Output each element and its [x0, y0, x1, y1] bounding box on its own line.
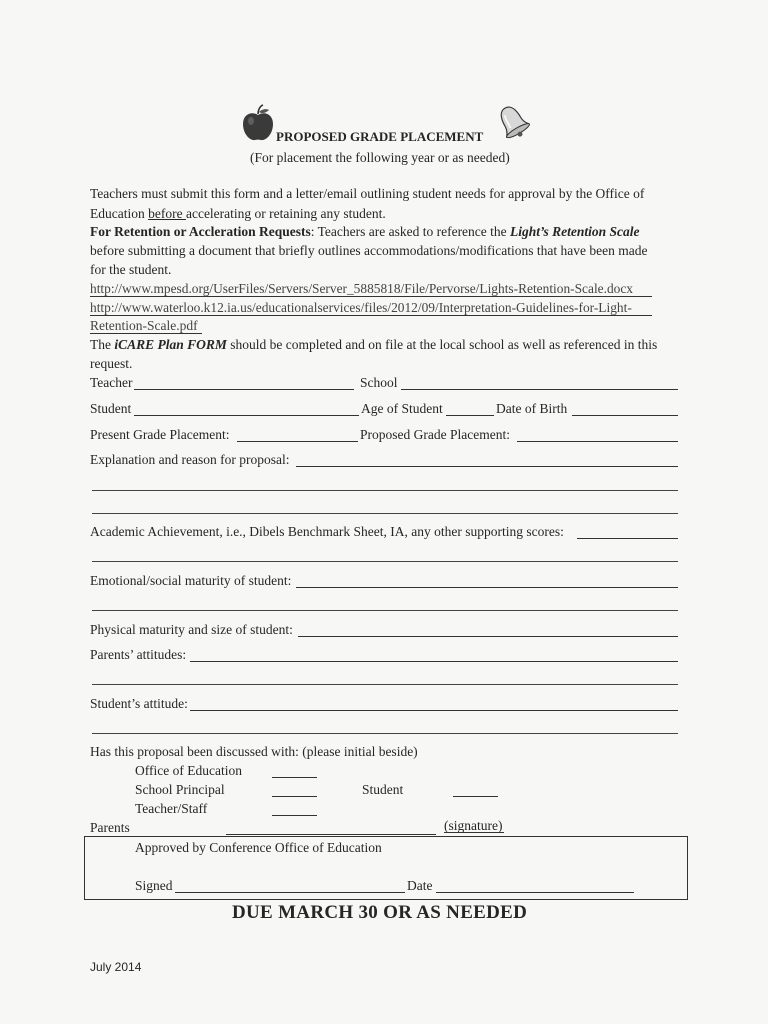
emotional-label: Emotional/social maturity of student: [90, 573, 292, 588]
icare-plan-form: iCARE Plan FORM [114, 337, 227, 352]
school-principal-label: School Principal [135, 782, 225, 797]
explanation-line[interactable] [92, 490, 678, 491]
school-principal-initial[interactable] [272, 796, 317, 797]
intro-text: Education [90, 206, 149, 221]
school-field[interactable] [401, 389, 678, 390]
icare-request: request. [90, 356, 133, 371]
student-label: Student [90, 401, 132, 416]
parents-attitudes-field[interactable] [190, 661, 678, 662]
icare-line [90, 337, 657, 353]
icare-text: should be completed and on file at the local school as well as referenced in this [226, 337, 658, 352]
interpretation-guidelines-link-cont[interactable]: Retention-Scale.pdf [90, 318, 198, 333]
proposed-grade-label: Proposed Grade Placement: [360, 427, 510, 442]
proposed-grade-field[interactable] [517, 441, 678, 442]
age-field[interactable] [446, 415, 494, 416]
intro-line-4: before submitting a document that briefly outlines accommodations/modifications that have been made [90, 243, 648, 258]
retention-text: : Teachers are asked to reference the [310, 224, 511, 239]
scale-name: Light’s Retention Scale [510, 224, 640, 239]
office-of-education-label: Office of Education [135, 763, 242, 778]
academic-label: Academic Achievement, i.e., Dibels Benchmark Sheet, IA, any other supporting scores: [90, 524, 564, 539]
student-initial[interactable] [453, 796, 498, 797]
students-attitude-label: Student’s attitude: [90, 696, 188, 711]
present-grade-field[interactable] [237, 441, 358, 442]
approved-by-label: Approved by Conference Office of Education [135, 840, 382, 855]
school-label: School [360, 375, 398, 390]
link-underline [90, 333, 202, 334]
parents-signature-field[interactable] [226, 834, 436, 835]
students-attitude-line[interactable] [92, 733, 678, 734]
signed-label: Signed [135, 878, 173, 893]
intro-text: accelerating or retaining any student. [185, 206, 386, 221]
retention-line [90, 224, 640, 240]
physical-label: Physical maturity and size of student: [90, 622, 293, 637]
dob-field[interactable] [572, 415, 678, 416]
teacher-label: Teacher [90, 375, 133, 390]
present-grade-label: Present Grade Placement: [90, 427, 230, 442]
explanation-field[interactable] [296, 466, 678, 467]
footer-date: July 2014 [90, 960, 142, 974]
explanation-label: Explanation and reason for proposal: [90, 452, 290, 467]
student-discussion-label: Student [362, 782, 404, 797]
teacher-staff-initial[interactable] [272, 815, 317, 816]
due-notice: DUE MARCH 30 OR AS NEEDED [232, 902, 528, 923]
parents-attitudes-line[interactable] [92, 684, 678, 685]
age-label: Age of Student [361, 401, 443, 416]
signature-label: (signature) [444, 818, 503, 833]
academic-line[interactable] [92, 561, 678, 562]
interpretation-guidelines-link[interactable]: http://www.waterloo.k12.ia.us/educationalservices/files/2012/09/Interpretation-Guidelines-for-Light- [90, 300, 632, 315]
teacher-field[interactable] [134, 389, 354, 390]
signature-underline [444, 832, 504, 833]
dob-label: Date of Birth [496, 401, 568, 416]
date-label: Date [407, 878, 433, 893]
teacher-staff-label: Teacher/Staff [135, 801, 208, 816]
academic-field[interactable] [577, 538, 678, 539]
intro-line-5: for the student. [90, 262, 172, 277]
emotional-field[interactable] [296, 587, 678, 588]
date-field[interactable] [436, 892, 634, 893]
link-underline [90, 296, 652, 297]
emotional-line[interactable] [92, 610, 678, 611]
link-underline [90, 315, 652, 316]
parents-label: Parents [90, 820, 130, 835]
student-field[interactable] [134, 415, 359, 416]
retention-scale-link[interactable]: http://www.mpesd.org/UserFiles/Servers/Server_5885818/File/Pervorse/Lights-Retention-Scale.docx [90, 281, 633, 296]
office-of-education-initial[interactable] [272, 777, 317, 778]
apple-icon [241, 104, 275, 142]
discussion-question: Has this proposal been discussed with: (please initial beside) [90, 744, 418, 759]
explanation-line[interactable] [92, 513, 678, 514]
page-title: PROPOSED GRADE PLACEMENT [276, 129, 484, 144]
intro-line-2 [90, 206, 386, 222]
icare-text: The [90, 337, 115, 352]
emphasis-before: before [148, 206, 186, 221]
signed-field[interactable] [175, 892, 405, 893]
intro-line-1: Teachers must submit this form and a letter/email outlining student needs for approval by the Office of [90, 186, 645, 201]
students-attitude-field[interactable] [190, 710, 678, 711]
parents-attitudes-label: Parents’ attitudes: [90, 647, 187, 662]
retention-label: For Retention or Accleration Requests [90, 224, 311, 239]
page-subtitle: (For placement the following year or as needed) [250, 150, 510, 165]
bell-icon [496, 102, 530, 142]
physical-field[interactable] [298, 636, 678, 637]
